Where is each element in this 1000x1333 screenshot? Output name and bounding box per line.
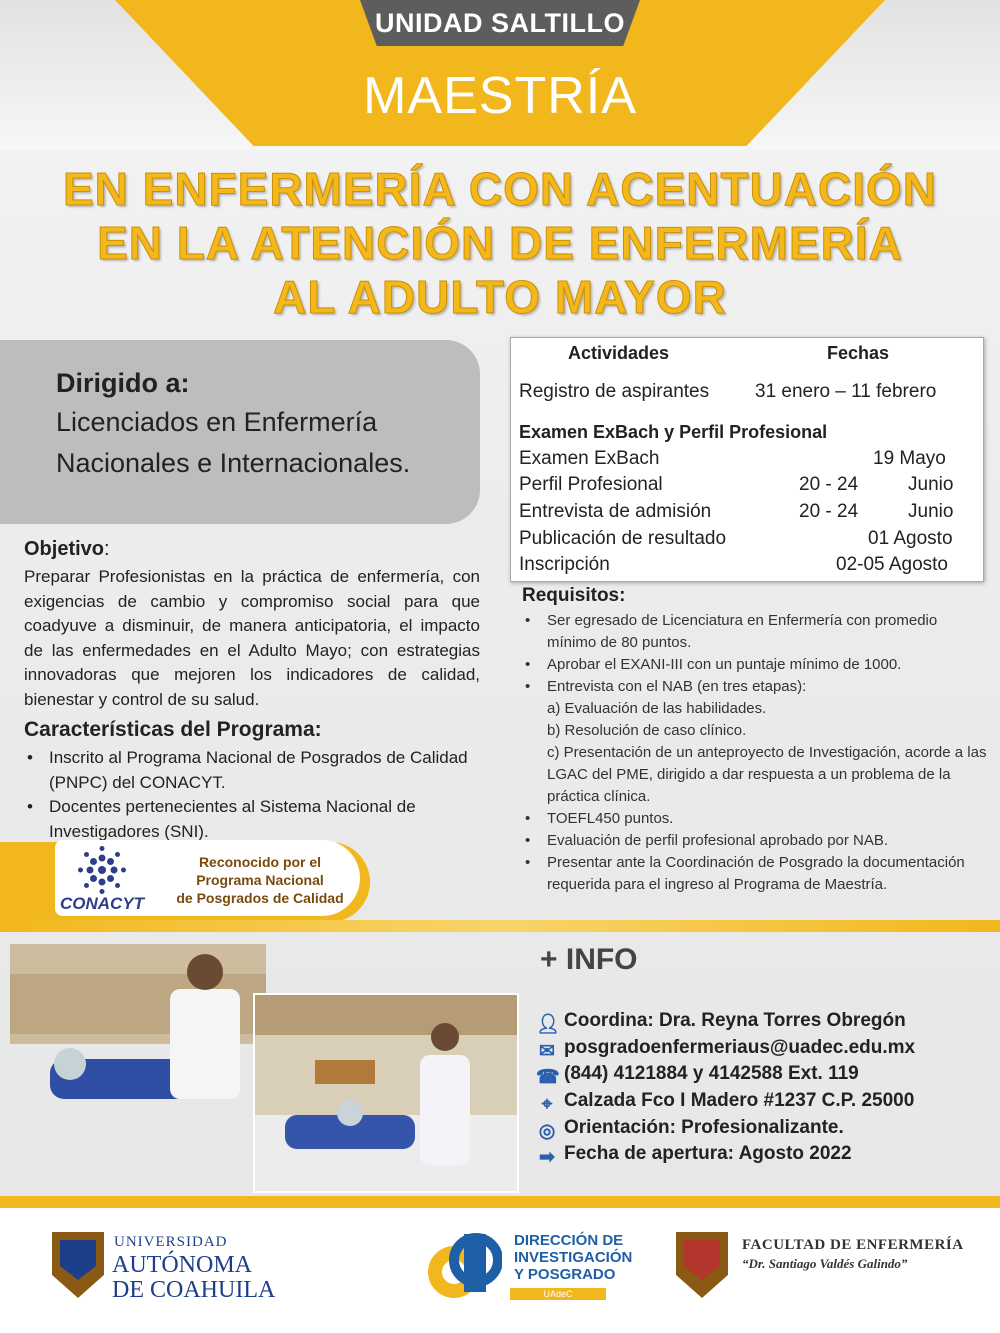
schedule-row-label: Perfil Profesional <box>519 474 663 495</box>
dip-tag: UAdeC <box>510 1288 606 1300</box>
info-text: Coordina: Dra. Reyna Torres Obregón <box>564 1010 906 1031</box>
info-text: Fecha de apertura: Agosto 2022 <box>564 1143 852 1164</box>
schedule-table <box>510 337 984 582</box>
program-title-line: AL ADULTO MAYOR <box>273 271 727 323</box>
dirigido-line: Nacionales e Internacionales. <box>56 448 411 478</box>
schedule-row-days: 20 - 24 <box>799 474 859 495</box>
nursing-photo-2 <box>253 993 519 1193</box>
info-text: Calzada Fco I Madero #1237 C.P. 25000 <box>564 1090 915 1111</box>
list-item: • Ser egresado de Licenciatura en Enfermería con promedio mínimo de 80 puntos. <box>522 610 987 654</box>
objetivo-heading <box>24 538 110 561</box>
dirigido-heading: Dirigido a: <box>56 368 190 398</box>
list-item: • Inscrito al Programa Nacional de Posgrados de Calidad (PNPC) del CONACYT. <box>24 746 484 795</box>
uadec-line: DE COAHUILA <box>112 1277 276 1303</box>
schedule-row-label: Inscripción <box>519 554 610 575</box>
phone-icon: ☎ <box>536 1067 560 1088</box>
dip-line: Y POSGRADO <box>514 1266 616 1283</box>
uadec-line: UNIVERSIDAD <box>114 1234 228 1250</box>
schedule-section-title: Examen ExBach y Perfil Profesional <box>519 422 828 442</box>
info-heading: + INFO <box>540 943 638 976</box>
photo-illustration <box>10 944 266 1136</box>
dip-line: INVESTIGACIÓN <box>514 1249 633 1266</box>
conacyt-recognition <box>160 853 360 907</box>
orientation-icon: ◎ <box>538 1121 556 1142</box>
person-icon: 👤︎ <box>536 1014 561 1035</box>
info-row-phone <box>536 1063 859 1089</box>
recognition-line: Reconocido por el <box>198 854 322 870</box>
col-dates-header: Fechas <box>827 343 890 363</box>
list-item: • Entrevista con el NAB (en tres etapas): <box>522 676 987 698</box>
objetivo-heading-text: Objetivo <box>24 538 105 560</box>
list-item: • Docentes pertenecientes al Sistema Nacional de Investigadores (SNI). <box>24 795 484 844</box>
gold-divider <box>0 920 1000 932</box>
uadec-line: AUTÓNOMA <box>112 1252 252 1278</box>
registro-date: 31 enero – 11 febrero <box>755 381 937 402</box>
schedule-row-label: Examen ExBach <box>519 448 660 469</box>
dip-title <box>514 1232 632 1283</box>
schedule-row-date: 02-05 Agosto <box>836 554 948 575</box>
photo-illustration <box>255 995 517 1191</box>
info-row-address <box>536 1090 914 1116</box>
location-icon: ⌖ <box>541 1094 553 1115</box>
objetivo-heading-colon: : <box>104 538 110 560</box>
caracteristicas-list <box>24 746 484 844</box>
conacyt-name: CONACYT <box>60 894 145 913</box>
list-item: • Aprobar el EXANI-III con un puntaje mínimo de 1000. <box>522 654 987 676</box>
unidad-label: UNIDAD SALTILLO <box>375 8 625 38</box>
caracteristicas-heading: Características del Programa: <box>24 718 322 741</box>
program-title-line: EN LA ATENCIÓN DE ENFERMERÍA <box>97 217 903 269</box>
sub-list-item: b) Resolución de caso clínico. <box>547 722 747 739</box>
maestria-label: MAESTRÍA <box>363 67 637 125</box>
footer-gold-bar <box>0 1196 1000 1208</box>
requisitos-list <box>522 610 987 896</box>
schedule-row-date: 19 Mayo <box>873 448 946 469</box>
requisitos-heading: Requisitos: <box>522 585 626 606</box>
schedule-row-days: 20 - 24 <box>799 501 859 522</box>
list-item: • Presentar ante la Coordinación de Posgrado la documentación requerida para el ingreso al Programa de Maestría. <box>522 852 987 896</box>
schedule-row-month: Junio <box>908 474 954 495</box>
email-link[interactable]: posgradoenfermeriaus@uadec.edu.mx <box>564 1037 916 1058</box>
dip-logo-icon <box>424 1230 502 1302</box>
dip-line: DIRECCIÓN DE <box>514 1232 624 1249</box>
schedule-row-date: 01 Agosto <box>868 528 953 549</box>
recognition-line: Programa Nacional <box>196 872 324 888</box>
facultad-name: FACULTAD DE ENFERMERÍA <box>742 1237 964 1253</box>
col-activities-header: Actividades <box>568 343 670 363</box>
registro-label: Registro de aspirantes <box>519 381 710 402</box>
info-text: (844) 4121884 y 4142588 Ext. 119 <box>564 1063 859 1084</box>
program-title-line: EN ENFERMERÍA CON ACENTUACIÓN <box>62 163 938 215</box>
facultad-subtitle: “Dr. Santiago Valdés Galindo” <box>742 1256 908 1271</box>
list-item: • TOEFL450 puntos. <box>522 808 987 830</box>
dirigido-line: Licenciados en Enfermería <box>56 407 378 437</box>
info-row-coordina <box>536 1010 906 1036</box>
conacyt-logo-icon <box>78 846 126 894</box>
info-row-opening <box>536 1143 852 1169</box>
program-title <box>20 162 980 324</box>
info-text: Orientación: Profesionalizante. <box>564 1117 844 1138</box>
list-item: • Evaluación de perfil profesional aprobado por NAB. <box>522 830 987 852</box>
email-icon: ✉ <box>539 1041 555 1062</box>
schedule-row-label: Entrevista de admisión <box>519 501 712 522</box>
arrow-icon: ➡ <box>539 1147 555 1168</box>
schedule-row-label: Publicación de resultado <box>519 528 727 549</box>
nursing-photo-1 <box>10 944 266 1136</box>
recognition-line: de Posgrados de Calidad <box>176 890 344 906</box>
objetivo-text: Preparar Profesionistas en la práctica de enfermería, con exigencias de cambio y compromiso social para que coadyuve a disminuir, de manera anticipatoria, el impacto de las enfermedades en el Adulto Mayo; con estrategias innovadoras que mejoren los indicadores de calidad, bienestar y control de su salud. <box>24 567 480 709</box>
info-row-email[interactable] <box>536 1037 915 1063</box>
sub-list-item: c) Presentación de un anteproyecto de Investigación, acorde a las LGAC del PME, dirigido a dar respuesta a un problema de la práctica clínica. <box>547 744 987 805</box>
sub-list-item: a) Evaluación de las habilidades. <box>547 700 767 717</box>
schedule-row-month: Junio <box>908 501 954 522</box>
info-row-orientation <box>536 1117 844 1143</box>
